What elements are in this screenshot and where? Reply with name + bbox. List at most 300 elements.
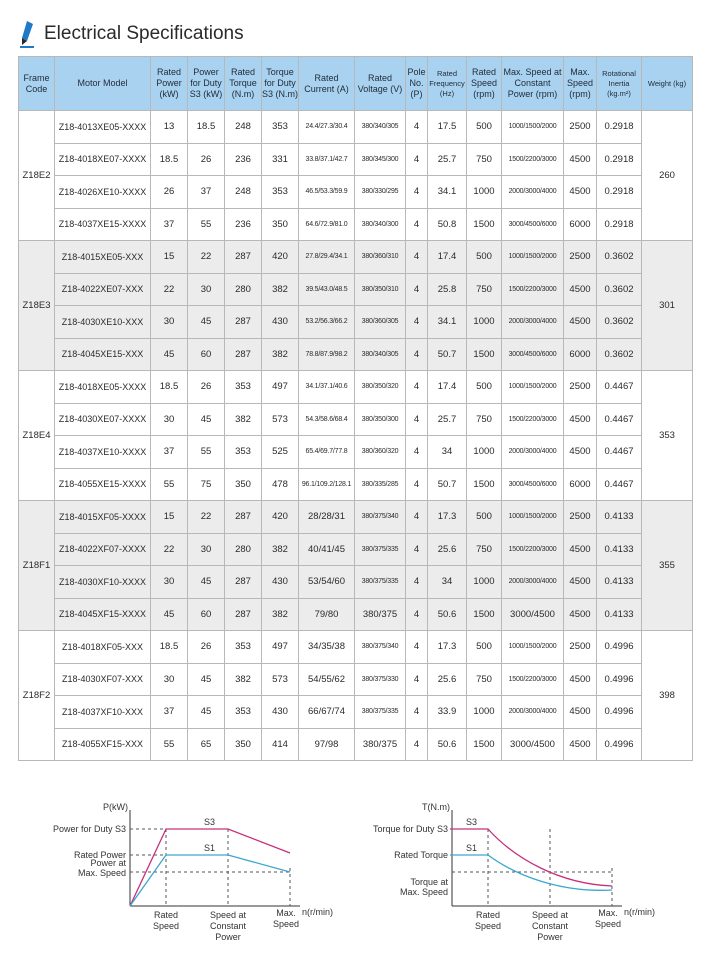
cell-rated-frequency: 17.3 bbox=[428, 631, 467, 664]
table-row bbox=[19, 533, 693, 566]
cell-torque-duty-s3: 382 bbox=[262, 533, 299, 566]
cell-torque-duty-s3: 430 bbox=[262, 306, 299, 339]
cell-rated-speed: 1000 bbox=[467, 176, 502, 209]
cell-motor-model: Z18-4037XE10-XXXX bbox=[55, 436, 151, 469]
cell-rated-torque: 287 bbox=[225, 241, 262, 274]
cell-pole-no: 4 bbox=[406, 696, 428, 729]
cell-torque-duty-s3: 573 bbox=[262, 403, 299, 436]
table-row bbox=[19, 371, 693, 404]
cell-motor-model: Z18-4055XE15-XXXX bbox=[55, 468, 151, 501]
s1-label: S1 bbox=[204, 843, 216, 853]
cell-rated-voltage: 380/360/320 bbox=[355, 436, 406, 469]
cell-rated-voltage: 380/375/335 bbox=[355, 566, 406, 599]
cell-rated-speed: 1000 bbox=[467, 566, 502, 599]
cell-rated-power: 15 bbox=[151, 241, 188, 274]
y-label-rated: Rated Torque bbox=[394, 850, 448, 860]
x-label-rated-speed: Rated Speed bbox=[152, 910, 180, 931]
cell-max-speed: 2500 bbox=[564, 111, 597, 144]
cell-rated-speed: 1000 bbox=[467, 696, 502, 729]
cell-rated-speed: 500 bbox=[467, 371, 502, 404]
cell-max-speed-constant-power: 2000/3000/4000 bbox=[502, 436, 564, 469]
cell-max-speed-constant-power: 2000/3000/4000 bbox=[502, 306, 564, 339]
cell-max-speed: 4500 bbox=[564, 728, 597, 761]
cell-max-speed: 4500 bbox=[564, 663, 597, 696]
table-row bbox=[19, 306, 693, 339]
cell-rotational-inertia: 0.2918 bbox=[597, 208, 642, 241]
cell-rated-speed: 750 bbox=[467, 273, 502, 306]
cell-max-speed-constant-power: 3000/4500/6000 bbox=[502, 338, 564, 371]
power-speed-chart bbox=[18, 800, 338, 950]
cell-power-duty-s3: 37 bbox=[188, 176, 225, 209]
cell-max-speed-constant-power: 3000/4500 bbox=[502, 598, 564, 631]
electrical-specifications-table bbox=[18, 56, 693, 761]
page-header bbox=[18, 18, 244, 50]
cell-power-duty-s3: 45 bbox=[188, 663, 225, 696]
cell-rated-voltage: 380/375/340 bbox=[355, 501, 406, 534]
cell-rated-power: 45 bbox=[151, 598, 188, 631]
cell-rated-current: 33.8/37.1/42.7 bbox=[299, 143, 355, 176]
y-label-max: Power at Max. Speed bbox=[77, 858, 126, 878]
column-header-power-duty-s3: Power for Duty S3 (kW) bbox=[188, 57, 225, 111]
cell-torque-duty-s3: 430 bbox=[262, 566, 299, 599]
cell-pole-no: 4 bbox=[406, 436, 428, 469]
cell-rated-frequency: 33.9 bbox=[428, 696, 467, 729]
cell-rated-power: 26 bbox=[151, 176, 188, 209]
table-row bbox=[19, 176, 693, 209]
cell-power-duty-s3: 65 bbox=[188, 728, 225, 761]
cell-rated-speed: 750 bbox=[467, 143, 502, 176]
cell-max-speed: 4500 bbox=[564, 436, 597, 469]
table-row bbox=[19, 566, 693, 599]
cell-rated-voltage: 380/345/300 bbox=[355, 143, 406, 176]
cell-torque-duty-s3: 525 bbox=[262, 436, 299, 469]
y-label-s3: Power for Duty S3 bbox=[52, 824, 126, 834]
cell-power-duty-s3: 75 bbox=[188, 468, 225, 501]
column-header-motor-model: Motor Model bbox=[55, 57, 151, 111]
cell-max-speed-constant-power: 1500/2200/3000 bbox=[502, 403, 564, 436]
cell-rated-frequency: 17.5 bbox=[428, 111, 467, 144]
cell-rated-current: 64.6/72.9/81.0 bbox=[299, 208, 355, 241]
cell-pole-no: 4 bbox=[406, 111, 428, 144]
y-label-rated: Rated Power bbox=[73, 850, 126, 860]
y-axis-title: P(kW) bbox=[103, 802, 128, 812]
cell-rated-power: 22 bbox=[151, 273, 188, 306]
x-label-rated-speed: Rated Speed bbox=[474, 910, 502, 931]
cell-motor-model: Z18-4037XE15-XXXX bbox=[55, 208, 151, 241]
cell-pole-no: 4 bbox=[406, 371, 428, 404]
cell-pole-no: 4 bbox=[406, 533, 428, 566]
cell-rated-frequency: 50.6 bbox=[428, 598, 467, 631]
cell-rated-voltage: 380/360/310 bbox=[355, 241, 406, 274]
cell-pole-no: 4 bbox=[406, 273, 428, 306]
x-axis-title: n(r/min) bbox=[302, 907, 333, 917]
cell-rated-voltage: 380/340/300 bbox=[355, 208, 406, 241]
cell-rated-torque: 248 bbox=[225, 111, 262, 144]
cell-rated-torque: 353 bbox=[225, 436, 262, 469]
cell-max-speed-constant-power: 3000/4500 bbox=[502, 728, 564, 761]
cell-max-speed-constant-power: 1500/2200/3000 bbox=[502, 273, 564, 306]
cell-torque-duty-s3: 478 bbox=[262, 468, 299, 501]
cell-rated-power: 30 bbox=[151, 566, 188, 599]
cell-rated-speed: 750 bbox=[467, 403, 502, 436]
cell-power-duty-s3: 22 bbox=[188, 501, 225, 534]
cell-rated-current: 27.8/29.4/34.1 bbox=[299, 241, 355, 274]
cell-torque-duty-s3: 430 bbox=[262, 696, 299, 729]
weight-cell: 398 bbox=[642, 631, 693, 761]
cell-power-duty-s3: 55 bbox=[188, 436, 225, 469]
cell-rated-current: 53.2/56.3/66.2 bbox=[299, 306, 355, 339]
cell-rated-torque: 350 bbox=[225, 728, 262, 761]
cell-rated-power: 30 bbox=[151, 403, 188, 436]
cell-rated-frequency: 17.3 bbox=[428, 501, 467, 534]
y-label-s3: Torque for Duty S3 bbox=[372, 824, 448, 834]
cell-rotational-inertia: 0.3602 bbox=[597, 306, 642, 339]
cell-rated-frequency: 34 bbox=[428, 566, 467, 599]
column-header-rated-torque: Rated Torque (N.m) bbox=[225, 57, 262, 111]
cell-rotational-inertia: 0.2918 bbox=[597, 111, 642, 144]
cell-rated-torque: 287 bbox=[225, 598, 262, 631]
cell-motor-model: Z18-4030XF07-XXX bbox=[55, 663, 151, 696]
table-header-row bbox=[19, 57, 693, 111]
cell-max-speed-constant-power: 1000/1500/2000 bbox=[502, 111, 564, 144]
cell-torque-duty-s3: 353 bbox=[262, 176, 299, 209]
cell-max-speed: 4500 bbox=[564, 566, 597, 599]
cell-rated-torque: 382 bbox=[225, 403, 262, 436]
column-header-pole-no: Pole No. (P) bbox=[406, 57, 428, 111]
cell-rated-voltage: 380/375 bbox=[355, 598, 406, 631]
table-row bbox=[19, 241, 693, 274]
cell-max-speed: 2500 bbox=[564, 241, 597, 274]
table-row bbox=[19, 436, 693, 469]
frame-code-cell: Z18F2 bbox=[19, 631, 55, 761]
column-header-rated-current: Rated Current (A) bbox=[299, 57, 355, 111]
cell-rated-speed: 750 bbox=[467, 663, 502, 696]
cell-power-duty-s3: 45 bbox=[188, 403, 225, 436]
cell-pole-no: 4 bbox=[406, 403, 428, 436]
cell-rated-current: 54.3/58.6/68.4 bbox=[299, 403, 355, 436]
cell-rated-frequency: 50.7 bbox=[428, 338, 467, 371]
cell-rated-power: 18.5 bbox=[151, 631, 188, 664]
cell-rated-power: 37 bbox=[151, 436, 188, 469]
cell-max-speed-constant-power: 1500/2200/3000 bbox=[502, 663, 564, 696]
cell-rated-speed: 1000 bbox=[467, 436, 502, 469]
cell-power-duty-s3: 60 bbox=[188, 338, 225, 371]
cell-power-duty-s3: 30 bbox=[188, 533, 225, 566]
cell-motor-model: Z18-4015XF05-XXXX bbox=[55, 501, 151, 534]
cell-rated-voltage: 380/375/340 bbox=[355, 631, 406, 664]
cell-rated-speed: 1500 bbox=[467, 208, 502, 241]
cell-rated-voltage: 380/350/300 bbox=[355, 403, 406, 436]
cell-rated-torque: 280 bbox=[225, 273, 262, 306]
column-header-torque-duty-s3: Torque for Duty S3 (N.m) bbox=[262, 57, 299, 111]
cell-rotational-inertia: 0.4133 bbox=[597, 501, 642, 534]
cell-max-speed-constant-power: 2000/3000/4000 bbox=[502, 176, 564, 209]
cell-rated-torque: 287 bbox=[225, 306, 262, 339]
frame-code-cell: Z18E4 bbox=[19, 371, 55, 501]
cell-max-speed-constant-power: 2000/3000/4000 bbox=[502, 696, 564, 729]
table-row bbox=[19, 631, 693, 664]
cell-rated-power: 30 bbox=[151, 306, 188, 339]
cell-rated-torque: 350 bbox=[225, 468, 262, 501]
cell-rotational-inertia: 0.4996 bbox=[597, 728, 642, 761]
cell-rated-speed: 1500 bbox=[467, 468, 502, 501]
cell-rated-current: 97/98 bbox=[299, 728, 355, 761]
cell-max-speed-constant-power: 2000/3000/4000 bbox=[502, 566, 564, 599]
cell-rated-frequency: 34.1 bbox=[428, 306, 467, 339]
cell-pole-no: 4 bbox=[406, 663, 428, 696]
x-label-max-speed: Max. Speed bbox=[272, 908, 300, 929]
column-header-rated-power: Rated Power (kW) bbox=[151, 57, 188, 111]
cell-max-speed-constant-power: 3000/4500/6000 bbox=[502, 468, 564, 501]
cell-rated-voltage: 380/375 bbox=[355, 728, 406, 761]
cell-pole-no: 4 bbox=[406, 338, 428, 371]
cell-torque-duty-s3: 331 bbox=[262, 143, 299, 176]
cell-rated-power: 30 bbox=[151, 663, 188, 696]
cell-pole-no: 4 bbox=[406, 598, 428, 631]
table-row bbox=[19, 728, 693, 761]
cell-rated-speed: 1500 bbox=[467, 598, 502, 631]
cell-pole-no: 4 bbox=[406, 501, 428, 534]
pencil-icon bbox=[18, 19, 38, 49]
cell-pole-no: 4 bbox=[406, 631, 428, 664]
s1-curve bbox=[130, 855, 290, 906]
cell-power-duty-s3: 60 bbox=[188, 598, 225, 631]
weight-cell: 353 bbox=[642, 371, 693, 501]
cell-max-speed: 6000 bbox=[564, 338, 597, 371]
cell-rated-torque: 382 bbox=[225, 663, 262, 696]
table-row bbox=[19, 273, 693, 306]
cell-rotational-inertia: 0.4996 bbox=[597, 696, 642, 729]
cell-rated-current: 46.5/53.3/59.9 bbox=[299, 176, 355, 209]
cell-max-speed: 2500 bbox=[564, 631, 597, 664]
cell-rated-current: 24.4/27.3/30.4 bbox=[299, 111, 355, 144]
cell-power-duty-s3: 30 bbox=[188, 273, 225, 306]
column-header-rated-frequency: Rated Frequency (Hz) bbox=[428, 57, 467, 111]
cell-rated-power: 37 bbox=[151, 208, 188, 241]
cell-rated-current: 28/28/31 bbox=[299, 501, 355, 534]
cell-motor-model: Z18-4018XE07-XXXX bbox=[55, 143, 151, 176]
cell-rated-power: 45 bbox=[151, 338, 188, 371]
cell-rated-current: 66/67/74 bbox=[299, 696, 355, 729]
cell-rated-torque: 236 bbox=[225, 143, 262, 176]
cell-rated-voltage: 380/330/295 bbox=[355, 176, 406, 209]
cell-rotational-inertia: 0.4467 bbox=[597, 371, 642, 404]
cell-power-duty-s3: 45 bbox=[188, 566, 225, 599]
cell-rated-frequency: 25.6 bbox=[428, 663, 467, 696]
cell-rated-voltage: 380/375/335 bbox=[355, 533, 406, 566]
cell-torque-duty-s3: 350 bbox=[262, 208, 299, 241]
x-label-max-speed: Max. Speed bbox=[594, 908, 622, 929]
cell-rated-frequency: 25.7 bbox=[428, 143, 467, 176]
cell-motor-model: Z18-4030XE10-XXX bbox=[55, 306, 151, 339]
x-axis-title: n(r/min) bbox=[624, 907, 655, 917]
column-header-rated-speed: Rated Speed (rpm) bbox=[467, 57, 502, 111]
cell-rated-torque: 353 bbox=[225, 631, 262, 664]
cell-rated-speed: 500 bbox=[467, 501, 502, 534]
cell-rotational-inertia: 0.4467 bbox=[597, 468, 642, 501]
x-label-constant-power-speed: Speed at Constant Power bbox=[209, 910, 247, 942]
cell-rated-frequency: 50.6 bbox=[428, 728, 467, 761]
cell-rated-frequency: 34 bbox=[428, 436, 467, 469]
x-label-constant-power-speed: Speed at Constant Power bbox=[531, 910, 569, 942]
cell-rated-current: 65.4/69.7/77.8 bbox=[299, 436, 355, 469]
cell-torque-duty-s3: 497 bbox=[262, 371, 299, 404]
table-row bbox=[19, 143, 693, 176]
cell-rated-speed: 1500 bbox=[467, 728, 502, 761]
cell-max-speed: 4500 bbox=[564, 696, 597, 729]
cell-torque-duty-s3: 382 bbox=[262, 338, 299, 371]
cell-rated-frequency: 34.1 bbox=[428, 176, 467, 209]
cell-pole-no: 4 bbox=[406, 176, 428, 209]
cell-max-speed: 4500 bbox=[564, 598, 597, 631]
frame-code-cell: Z18E3 bbox=[19, 241, 55, 371]
s1-label: S1 bbox=[466, 843, 478, 853]
cell-power-duty-s3: 26 bbox=[188, 631, 225, 664]
cell-rated-speed: 500 bbox=[467, 241, 502, 274]
cell-rated-voltage: 380/375/330 bbox=[355, 663, 406, 696]
column-header-frame-code: Frame Code bbox=[19, 57, 55, 111]
cell-rated-torque: 353 bbox=[225, 696, 262, 729]
cell-rated-torque: 287 bbox=[225, 338, 262, 371]
cell-motor-model: Z18-4037XF10-XXX bbox=[55, 696, 151, 729]
table-row bbox=[19, 208, 693, 241]
cell-max-speed-constant-power: 3000/4500/6000 bbox=[502, 208, 564, 241]
weight-cell: 301 bbox=[642, 241, 693, 371]
cell-torque-duty-s3: 420 bbox=[262, 501, 299, 534]
column-header-max-speed: Max. Speed (rpm) bbox=[564, 57, 597, 111]
table-row bbox=[19, 468, 693, 501]
cell-rated-voltage: 380/335/285 bbox=[355, 468, 406, 501]
cell-pole-no: 4 bbox=[406, 566, 428, 599]
cell-rated-voltage: 380/375/335 bbox=[355, 696, 406, 729]
cell-rotational-inertia: 0.3602 bbox=[597, 241, 642, 274]
cell-motor-model: Z18-4018XF05-XXX bbox=[55, 631, 151, 664]
cell-rated-torque: 287 bbox=[225, 566, 262, 599]
cell-rated-frequency: 25.7 bbox=[428, 403, 467, 436]
cell-torque-duty-s3: 420 bbox=[262, 241, 299, 274]
table-row bbox=[19, 696, 693, 729]
cell-pole-no: 4 bbox=[406, 306, 428, 339]
torque-speed-chart bbox=[340, 800, 660, 950]
cell-rated-power: 37 bbox=[151, 696, 188, 729]
cell-rated-voltage: 380/350/320 bbox=[355, 371, 406, 404]
cell-torque-duty-s3: 382 bbox=[262, 598, 299, 631]
cell-torque-duty-s3: 382 bbox=[262, 273, 299, 306]
cell-rated-current: 78.8/87.9/98.2 bbox=[299, 338, 355, 371]
column-header-rated-voltage: Rated Voltage (V) bbox=[355, 57, 406, 111]
table-row bbox=[19, 663, 693, 696]
cell-max-speed: 6000 bbox=[564, 468, 597, 501]
cell-max-speed-constant-power: 1000/1500/2000 bbox=[502, 631, 564, 664]
cell-max-speed-constant-power: 1000/1500/2000 bbox=[502, 241, 564, 274]
cell-pole-no: 4 bbox=[406, 241, 428, 274]
page-title: Electrical Specifications bbox=[44, 23, 244, 44]
cell-rotational-inertia: 0.3602 bbox=[597, 273, 642, 306]
cell-rated-power: 22 bbox=[151, 533, 188, 566]
cell-rated-voltage: 380/350/310 bbox=[355, 273, 406, 306]
cell-rated-frequency: 17.4 bbox=[428, 241, 467, 274]
cell-rated-power: 15 bbox=[151, 501, 188, 534]
cell-motor-model: Z18-4055XF15-XXX bbox=[55, 728, 151, 761]
cell-motor-model: Z18-4018XE05-XXXX bbox=[55, 371, 151, 404]
s3-label: S3 bbox=[204, 817, 216, 827]
column-header-rotational-inertia: Rotational Inertia (kg.m²) bbox=[597, 57, 642, 111]
cell-rotational-inertia: 0.4467 bbox=[597, 436, 642, 469]
cell-motor-model: Z18-4022XE07-XXX bbox=[55, 273, 151, 306]
cell-rated-power: 18.5 bbox=[151, 371, 188, 404]
table-row bbox=[19, 501, 693, 534]
cell-rated-torque: 236 bbox=[225, 208, 262, 241]
cell-torque-duty-s3: 353 bbox=[262, 111, 299, 144]
table-row bbox=[19, 598, 693, 631]
cell-rated-torque: 248 bbox=[225, 176, 262, 209]
cell-rated-voltage: 380/340/305 bbox=[355, 111, 406, 144]
cell-motor-model: Z18-4022XF07-XXXX bbox=[55, 533, 151, 566]
cell-motor-model: Z18-4026XE10-XXXX bbox=[55, 176, 151, 209]
table-body bbox=[19, 111, 693, 761]
cell-rated-current: 53/54/60 bbox=[299, 566, 355, 599]
cell-rated-voltage: 380/360/305 bbox=[355, 306, 406, 339]
cell-rotational-inertia: 0.2918 bbox=[597, 143, 642, 176]
cell-torque-duty-s3: 414 bbox=[262, 728, 299, 761]
table-row bbox=[19, 111, 693, 144]
cell-rated-torque: 280 bbox=[225, 533, 262, 566]
cell-rated-power: 55 bbox=[151, 728, 188, 761]
cell-motor-model: Z18-4030XE07-XXXX bbox=[55, 403, 151, 436]
cell-power-duty-s3: 22 bbox=[188, 241, 225, 274]
cell-rated-torque: 353 bbox=[225, 371, 262, 404]
cell-pole-no: 4 bbox=[406, 468, 428, 501]
cell-rotational-inertia: 0.2918 bbox=[597, 176, 642, 209]
cell-rated-current: 34.1/37.1/40.6 bbox=[299, 371, 355, 404]
cell-motor-model: Z18-4013XE05-XXXX bbox=[55, 111, 151, 144]
weight-cell: 355 bbox=[642, 501, 693, 631]
cell-max-speed-constant-power: 1000/1500/2000 bbox=[502, 501, 564, 534]
cell-motor-model: Z18-4015XE05-XXX bbox=[55, 241, 151, 274]
cell-rotational-inertia: 0.4996 bbox=[597, 663, 642, 696]
cell-torque-duty-s3: 573 bbox=[262, 663, 299, 696]
cell-rated-speed: 1500 bbox=[467, 338, 502, 371]
weight-cell: 260 bbox=[642, 111, 693, 241]
column-header-weight: Weight (kg) bbox=[642, 57, 693, 111]
cell-power-duty-s3: 26 bbox=[188, 371, 225, 404]
cell-max-speed: 2500 bbox=[564, 371, 597, 404]
cell-max-speed: 4500 bbox=[564, 176, 597, 209]
cell-motor-model: Z18-4045XF15-XXXX bbox=[55, 598, 151, 631]
table-row bbox=[19, 403, 693, 436]
y-axis-title: T(N.m) bbox=[422, 802, 450, 812]
cell-rated-speed: 500 bbox=[467, 111, 502, 144]
cell-max-speed: 4500 bbox=[564, 143, 597, 176]
cell-rated-current: 34/35/38 bbox=[299, 631, 355, 664]
cell-rated-speed: 750 bbox=[467, 533, 502, 566]
cell-pole-no: 4 bbox=[406, 728, 428, 761]
cell-power-duty-s3: 26 bbox=[188, 143, 225, 176]
cell-max-speed: 4500 bbox=[564, 273, 597, 306]
cell-rated-current: 96.1/109.2/128.1 bbox=[299, 468, 355, 501]
cell-max-speed: 6000 bbox=[564, 208, 597, 241]
cell-max-speed: 4500 bbox=[564, 533, 597, 566]
cell-rated-frequency: 50.8 bbox=[428, 208, 467, 241]
cell-rated-speed: 500 bbox=[467, 631, 502, 664]
cell-max-speed-constant-power: 1000/1500/2000 bbox=[502, 371, 564, 404]
cell-rated-current: 40/41/45 bbox=[299, 533, 355, 566]
cell-rated-power: 13 bbox=[151, 111, 188, 144]
cell-rotational-inertia: 0.4467 bbox=[597, 403, 642, 436]
cell-rated-frequency: 17.4 bbox=[428, 371, 467, 404]
s3-label: S3 bbox=[466, 817, 478, 827]
cell-rated-voltage: 380/340/305 bbox=[355, 338, 406, 371]
